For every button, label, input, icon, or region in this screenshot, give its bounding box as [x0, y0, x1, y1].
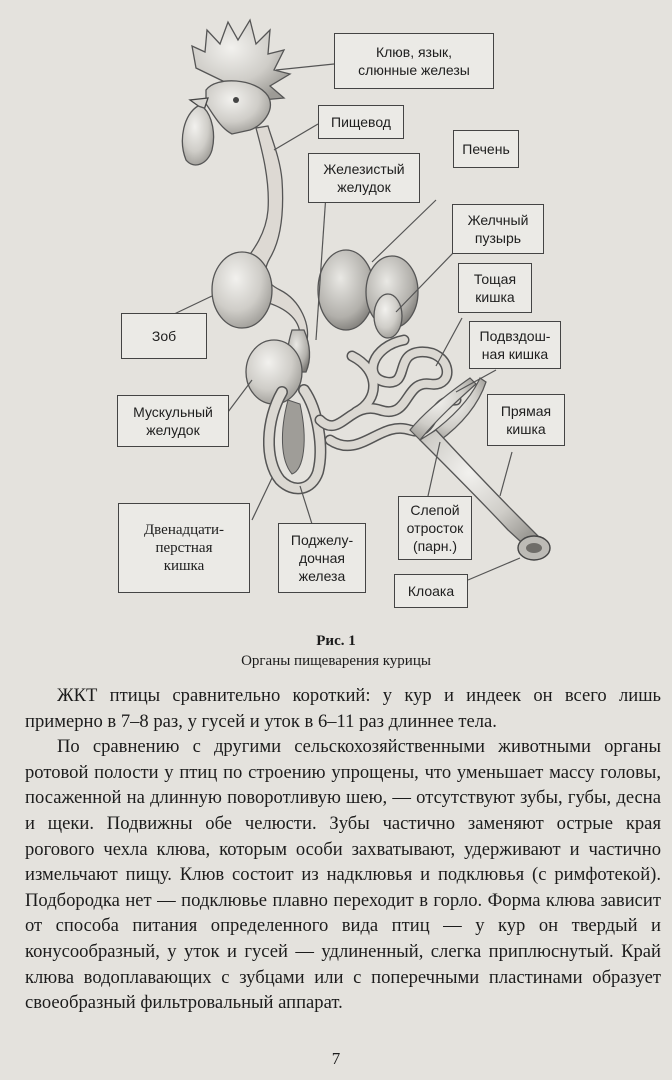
wattle-shape [182, 106, 213, 165]
paragraph-2: По сравнению с другими сельскохозяйственными животными органы ротовой полости у птиц по строению упрощены, что уменьшает массу головы, посаженной на длинную поворотливую шею, — отсутствуют зубы, губы, десна и щеки. Подвижны обе челюсти. Зубы частично заменяют острые края рогового чехла клюва, которым особи захватывают, удерживают и частично измельчают пищу. Клюв состоит из надклювья и подклювья (с римфотекой). Подбородка нет — подклювье плавно переходит в горло. Форма клюва зависит от способа питания определенного вида птиц — у кур он твердый и конусообразный, у уток и гусей — удлиненный, слегка приплюснутый. Край клюва водоплавающих с зубцами или с поперечными пластинами образует своеобразный фильтровальный аппарат. [25, 736, 661, 1014]
label-esophagus: Пищевод [318, 105, 404, 139]
label-rectum: Прямая кишка [487, 394, 565, 446]
label-gizzard: Мускульный желудок [117, 395, 229, 447]
label-gallbladder: Желчный пузырь [452, 204, 544, 254]
gallbladder-shape [374, 294, 402, 338]
label-glandular-stomach: Железистый желудок [308, 153, 420, 203]
label-ileum: Подвздош- ная кишка [469, 321, 561, 369]
pancreas-shape [282, 400, 304, 474]
crop-shape [212, 252, 272, 328]
label-liver: Печень [453, 130, 519, 168]
label-duodenum: Двенадцати- перстная кишка [118, 503, 250, 593]
label-beak: Клюв, язык, слюнные железы [334, 33, 494, 89]
figure-caption-subtitle: Органы пищеварения курицы [241, 653, 431, 669]
label-jejunum: Тощая кишка [458, 263, 532, 313]
paragraph-1: ЖКТ птицы сравнительно короткий: у кур и индеек он всего лишь примерно в 7–8 раз, у гусей и уток в 6–11 раз длиннее тела. [25, 685, 661, 732]
label-cecum: Слепой отросток (парн.) [398, 496, 472, 560]
body-text [25, 683, 661, 1016]
page-number: 7 [331, 1049, 341, 1068]
label-pancreas: Поджелу- дочная железа [278, 523, 366, 593]
figure-caption-title: Рис. 1 [316, 633, 356, 649]
label-crop: Зоб [121, 313, 207, 359]
head-shape [206, 81, 270, 134]
label-cloaca: Клоака [394, 574, 468, 608]
